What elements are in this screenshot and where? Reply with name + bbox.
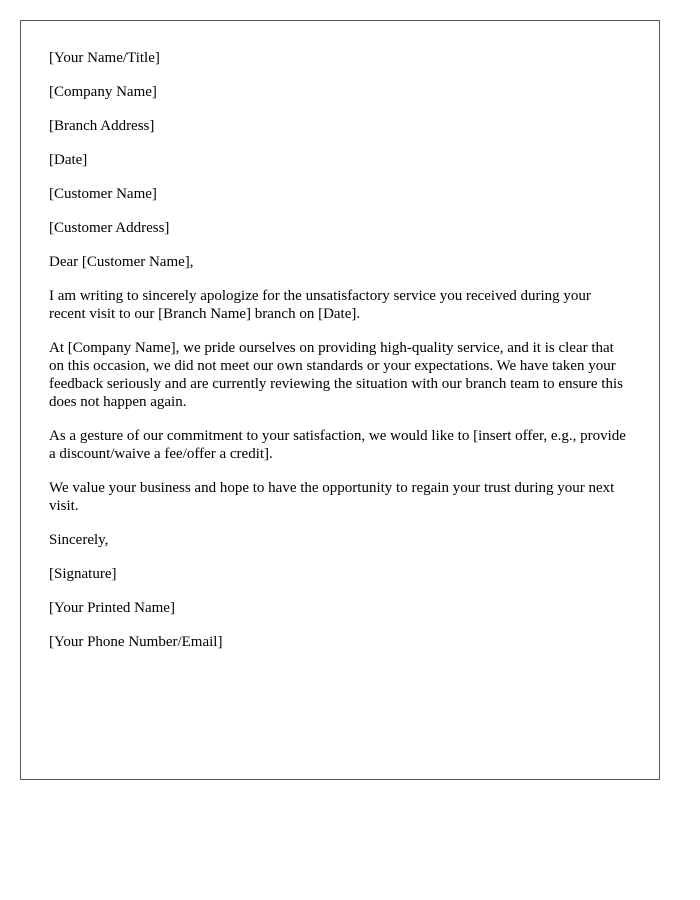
paragraph-value: We value your business and hope to have the opportunity to regain your trust during your next visit. <box>49 480 615 514</box>
customer-address: [Customer Address] <box>49 220 170 236</box>
contact-info: [Your Phone Number/Email] <box>49 634 223 650</box>
paragraph-offer: As a gesture of our commitment to your satisfaction, we would like to [insert offer, e.g., provide a discount/waive a fee/offer a credit]. <box>49 428 626 462</box>
signature: [Signature] <box>49 566 117 582</box>
salutation: Dear [Customer Name], <box>49 254 194 270</box>
printed-name: [Your Printed Name] <box>49 600 175 616</box>
paragraph-standards: At [Company Name], we pride ourselves on providing high-quality service, and it is clear that on this occasion, we did not meet our own standards or your expectations. We have taken your feedback seriously and are currently reviewing the situation with our branch team to ensure this does not happen again. <box>49 340 623 410</box>
customer-name: [Customer Name] <box>49 186 157 202</box>
letter-date: [Date] <box>49 152 88 168</box>
letter-page <box>20 20 660 780</box>
company-name: [Company Name] <box>49 84 157 100</box>
paragraph-apology: I am writing to sincerely apologize for the unsatisfactory service you received during your recent visit to our [Branch Name] branch on [Date]. <box>49 288 591 322</box>
branch-address: [Branch Address] <box>49 118 155 134</box>
closing: Sincerely, <box>49 532 109 548</box>
sender-name-title: [Your Name/Title] <box>49 50 160 66</box>
